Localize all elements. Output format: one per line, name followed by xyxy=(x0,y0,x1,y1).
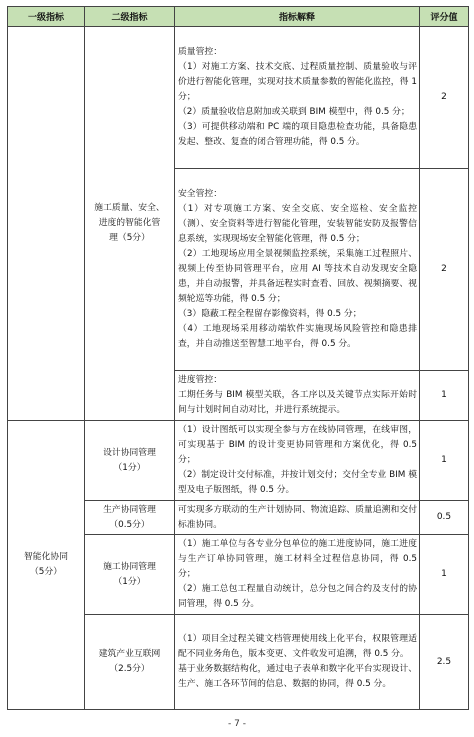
explanation-cell: （1）施工单位与各专业分包单位的施工进度协同，施工进度与生产订单协同管理，施工材料全过程信息协同，得 0.5 分； （2）施工总包工程量自动统计，总分包之间合约及支付的协同管理，得 0.5 分。 xyxy=(175,535,420,615)
level2-cell: 设计协同管理 （1分） xyxy=(85,421,175,501)
header-level1: 一级指标 xyxy=(8,7,85,27)
page-number: - 7 - xyxy=(228,719,246,729)
score-cell: 1 xyxy=(420,535,469,615)
explanation-cell: 质量管控： （1）对施工方案、技术交底、过程质量控制、质量验收与评价进行智能化管理，实现对技术质量参数的智能化监控，得 1 分； （2）质量验收信息附加或关联到 BIM 模型中，得 0.5 分； （3）可提供移动端和 PC 端的项目隐患检查功能，具备隐患发起、整改、复查的闭合管理功能，得 0.5 分。 xyxy=(175,27,420,169)
explanation-cell: 可实现多方联动的生产计划协同、物流追踪、质量追溯和交付标准协同。 xyxy=(175,501,420,535)
header-level2: 二级指标 xyxy=(85,7,175,27)
level2-cell: 施工质量、安全、 进度的智能化管 理（5分） xyxy=(85,27,175,421)
explanation-cell: （1）项目全过程关键文档管理使用线上化平台，权限管理适配不同业务角色，版本变更、文件收发可追溯，得 0.5 分。 基于业务数据结构化，通过电子表单和数字化平台实现设计、生产、施工各环节间的信息、数据的协同，得 0.5 分。 xyxy=(175,615,420,710)
score-cell: 1 xyxy=(420,421,469,501)
header-score: 评分值 xyxy=(420,7,469,27)
explanation-cell: 进度管控： 工期任务与 BIM 模型关联，各工序以及关键节点实际开始时间与计划时间自动对比，并进行系统提示。 xyxy=(175,371,420,421)
explanation-cell: 安全管控： （1）对专项施工方案、安全交底、安全巡检、安全监控（测）、安全资料等进行智能化管理，安装智能安防及报警信息系统，实现现场安全智能化管理，得 0.5 分； （2）工地现场应用全景视频监控系统，采集施工过程照片、视频上传至协同管理平台，应用 AI 等技术自动发现安全隐患，并自动报警，并具备远程实时查看、回放、视频摘要、视频轮巡等功能，得 0.5 分； （3）隐蔽工程全程留存影像资料，得 0.5 分； （4）工地现场采用移动端软件实施现场风险管控和隐患排查，并自动推送至智慧工地平台，得 0.5 分。 xyxy=(175,169,420,371)
score-cell: 0.5 xyxy=(420,501,469,535)
level2-cell: 施工协同管理 （1分） xyxy=(85,535,175,615)
explanation-cell: （1）设计图纸可以实现全参与方在线协同管理，在线审图，可实现基于 BIM 的设计变更协同管理和方案优化，得 0.5 分； （2）制定设计交付标准，并按计划交付；交付全专业 BIM 模型及电子版图纸，得 0.5 分。 xyxy=(175,421,420,501)
score-cell: 1 xyxy=(420,371,469,421)
level2-cell: 建筑产业互联网 （2.5分） xyxy=(85,615,175,710)
score-cell: 2 xyxy=(420,27,469,169)
level1-cell: 智能化协同 （5分） xyxy=(8,421,85,710)
score-cell: 2 xyxy=(420,169,469,371)
table-row xyxy=(8,27,469,169)
table-header-row xyxy=(8,7,469,27)
score-cell: 2.5 xyxy=(420,615,469,710)
evaluation-table xyxy=(7,6,469,710)
level2-cell: 生产协同管理 （0.5分） xyxy=(85,501,175,535)
table-row xyxy=(8,421,469,501)
level1-cell xyxy=(8,27,85,421)
header-explanation: 指标解释 xyxy=(175,7,420,27)
